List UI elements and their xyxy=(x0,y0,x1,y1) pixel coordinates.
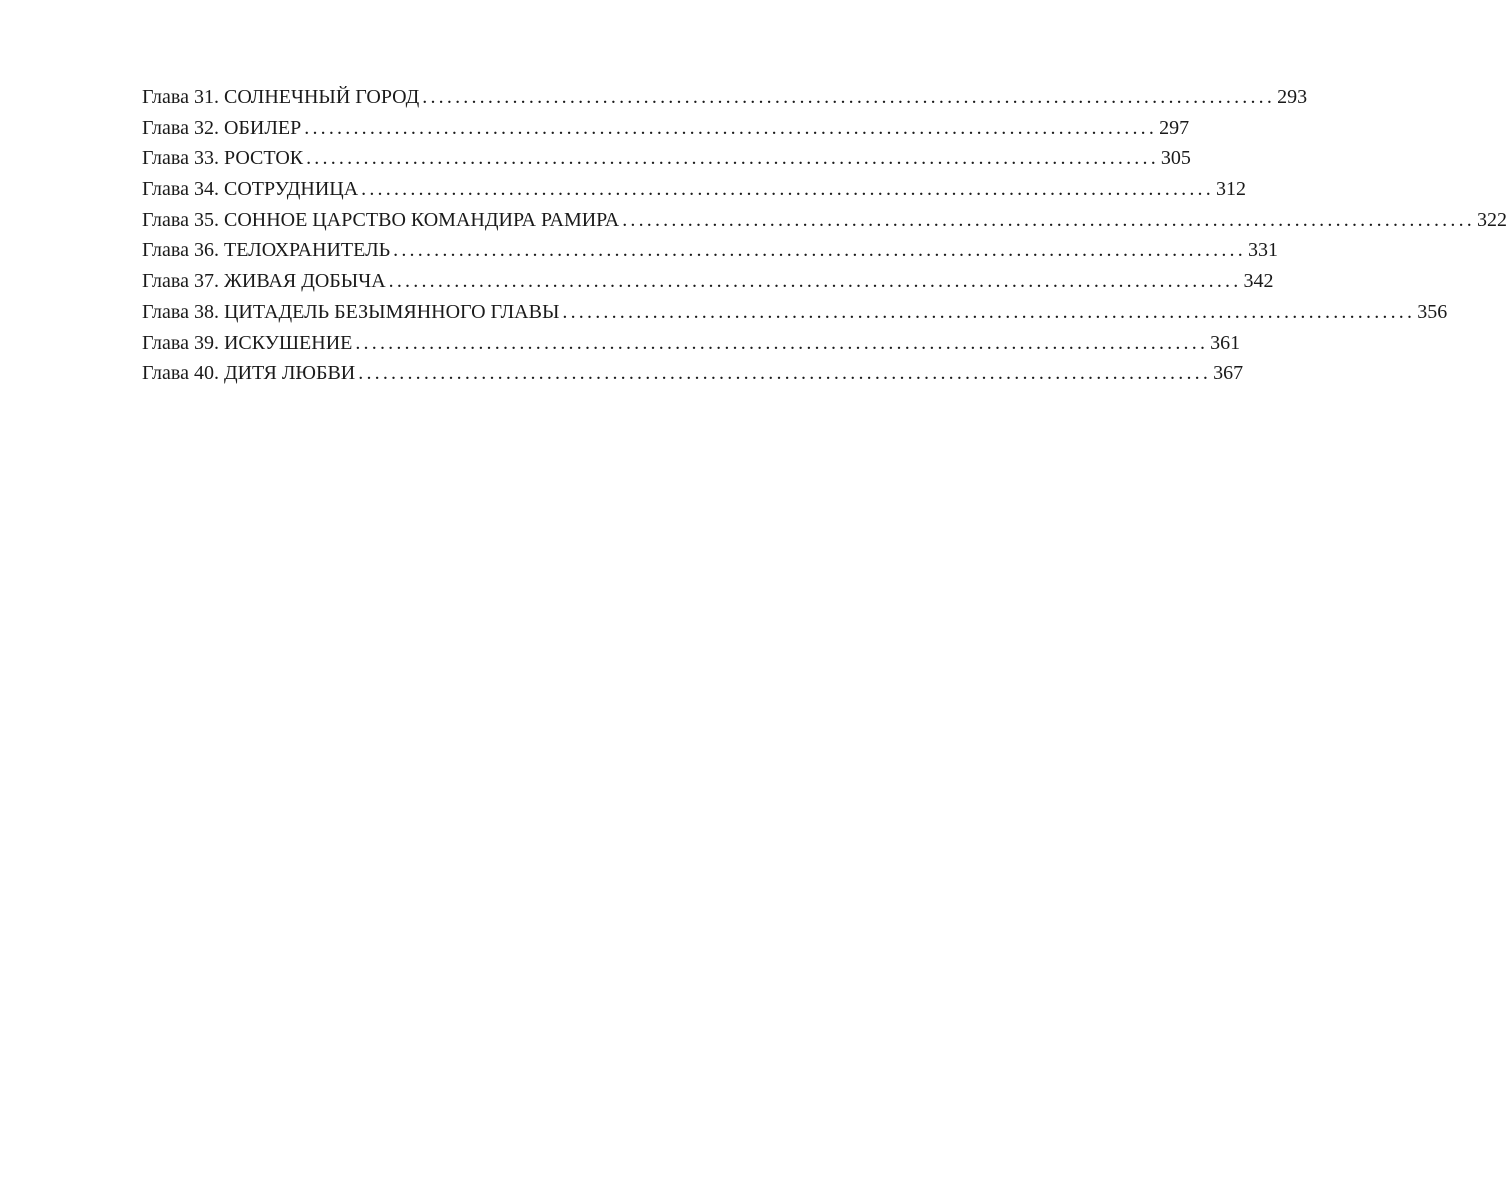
toc-entry xyxy=(142,358,1244,389)
dot-leader: ........................................................................................................ xyxy=(358,362,1212,385)
toc-entry-page-number: 356 xyxy=(1417,300,1448,323)
toc-entry-page-number: 361 xyxy=(1210,331,1241,354)
toc-entry xyxy=(142,328,1241,359)
toc-entry xyxy=(142,235,1278,266)
dot-leader: ........................................................................................................ xyxy=(393,239,1246,262)
toc-entry xyxy=(142,82,1308,113)
toc-entry-page-number: 331 xyxy=(1247,239,1278,262)
dot-leader: ........................................................................................................ xyxy=(562,300,1416,323)
toc-entry-page-number: 297 xyxy=(1159,116,1190,139)
toc-entry-title: Глава 38. ЦИТАДЕЛЬ БЕЗЫМЯННОГО ГЛАВЫ xyxy=(142,300,560,323)
toc-entry xyxy=(142,174,1246,205)
toc-entry-title: Глава 31. СОЛНЕЧНЫЙ ГОРОД xyxy=(142,86,420,108)
toc-entry xyxy=(142,113,1190,144)
toc-entry xyxy=(142,205,1507,236)
table-of-contents xyxy=(142,82,1507,389)
dot-leader: ........................................................................................................ xyxy=(306,147,1159,170)
toc-entry-page-number: 342 xyxy=(1243,270,1274,293)
dot-leader: ........................................................................................................ xyxy=(622,208,1475,231)
toc-entry-page-number: 305 xyxy=(1160,147,1191,170)
toc-entry-title: Глава 40. ДИТЯ ЛЮБВИ xyxy=(142,362,356,385)
toc-entry-page-number: 312 xyxy=(1215,178,1246,201)
dot-leader: ........................................................................................................ xyxy=(355,331,1209,354)
toc-entry xyxy=(142,266,1274,297)
toc-entry xyxy=(142,297,1448,328)
toc-entry-title: Глава 33. РОСТОК xyxy=(142,147,304,170)
dot-leader: ........................................................................................................ xyxy=(422,86,1276,108)
dot-leader: ........................................................................................................ xyxy=(361,178,1214,201)
toc-entry-title: Глава 37. ЖИВАЯ ДОБЫЧА xyxy=(142,270,386,293)
toc-entry-title: Глава 34. СОТРУДНИЦА xyxy=(142,178,359,201)
toc-entry-title: Глава 39. ИСКУШЕНИЕ xyxy=(142,331,353,354)
dot-leader: ........................................................................................................ xyxy=(304,116,1158,139)
toc-entry-title: Глава 32. ОБИЛЕР xyxy=(142,116,302,139)
toc-entry-page-number: 367 xyxy=(1213,362,1244,385)
toc-entry xyxy=(142,143,1191,174)
toc-entry-page-number: 322 xyxy=(1477,208,1507,231)
toc-entry-page-number: 293 xyxy=(1277,86,1308,108)
toc-entry-title: Глава 36. ТЕЛОХРАНИТЕЛЬ xyxy=(142,239,391,262)
dot-leader: ........................................................................................................ xyxy=(388,270,1242,293)
toc-entry-title: Глава 35. СОННОЕ ЦАРСТВО КОМАНДИРА РАМИРА xyxy=(142,208,620,231)
